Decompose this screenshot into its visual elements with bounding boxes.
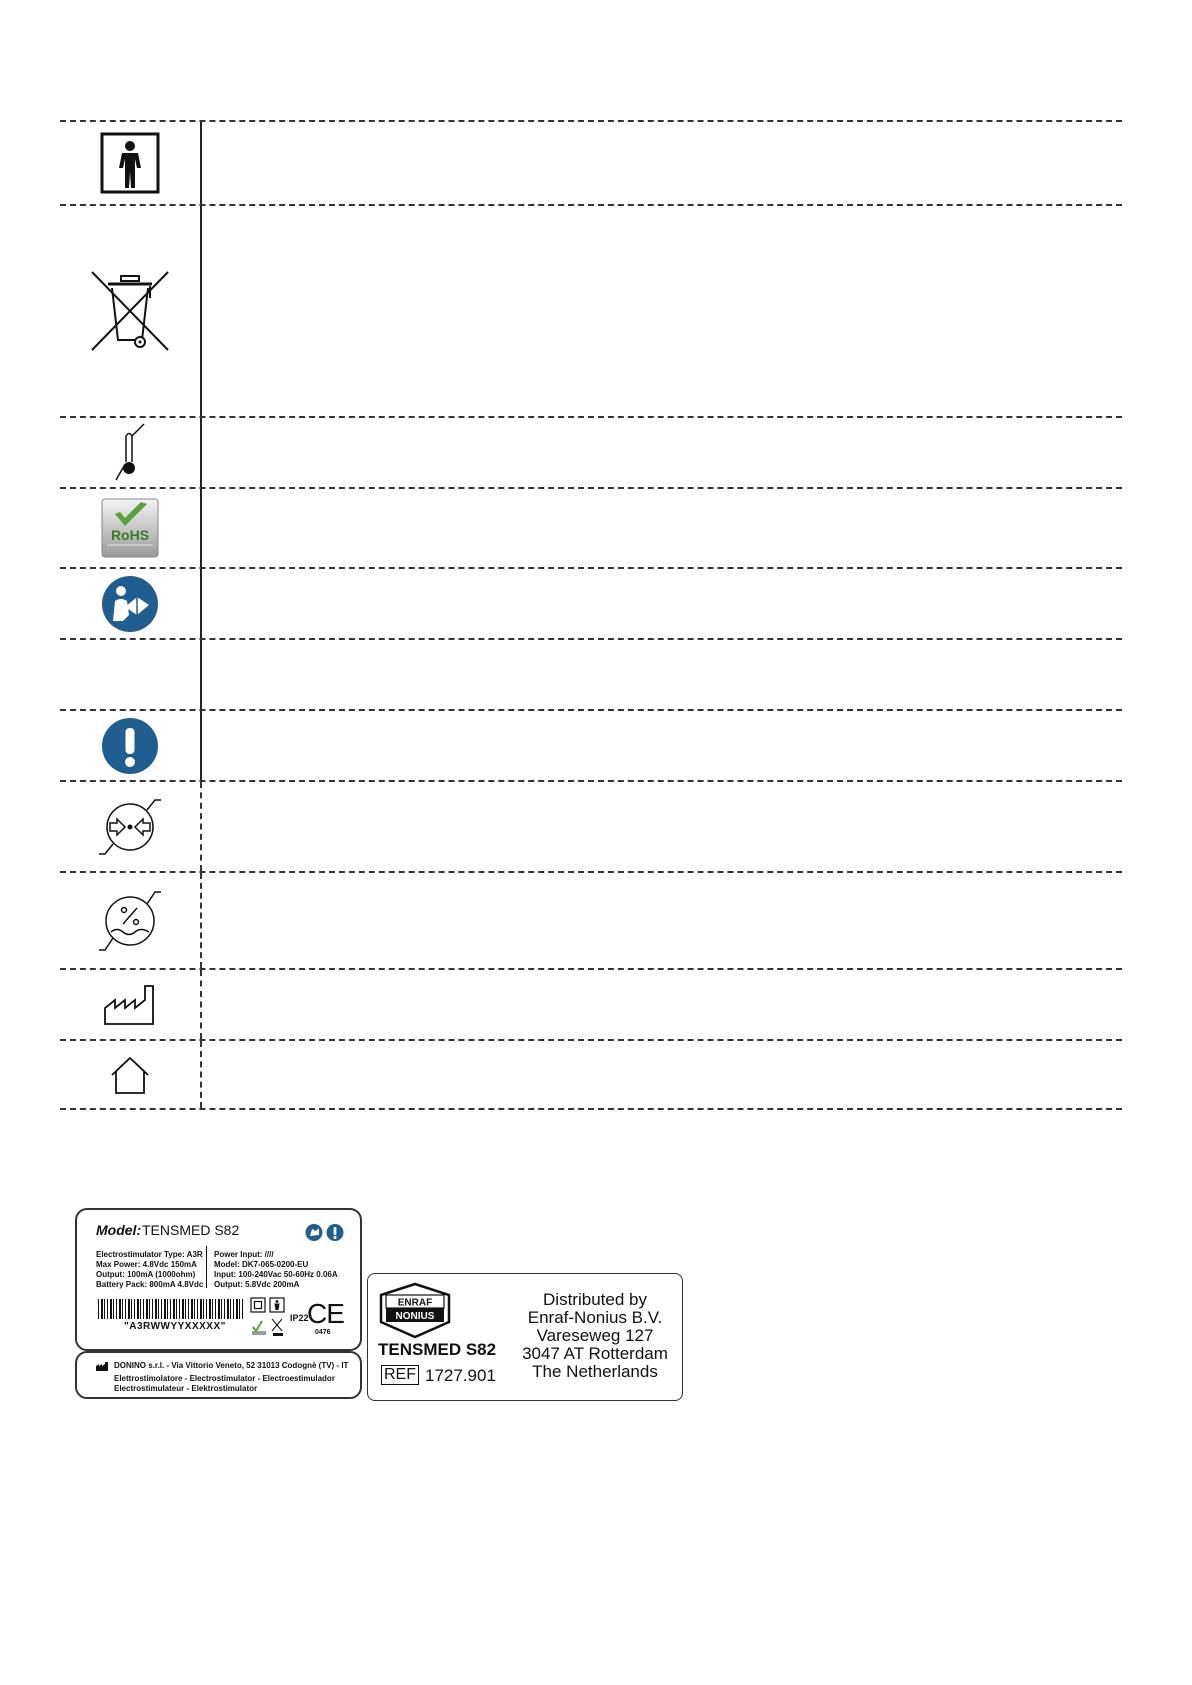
spec-list-left: Electrostimulator Type: A3R Max Power: 4.8Vdc 150mA Output: 100mA (1000ohm) Battery Pack: 800mA 4.8Vdc [96, 1250, 204, 1289]
pressure-limit-icon [97, 794, 163, 860]
translations-line2: Electrostimulateur - Elektrostimulator [114, 1384, 258, 1393]
weee-crossed-bin-icon [88, 268, 172, 354]
distributor-block: Distributed by Enraf-Nonius B.V. Vareseweg 127 3047 AT Rotterdam The Netherlands [522, 1290, 668, 1381]
symbol-row-temperature [60, 416, 1122, 487]
translations-line1: Elettrostimolatore - Electrostimulator - Electroestimulador [114, 1374, 335, 1383]
ref-box: REF [381, 1365, 419, 1385]
svg-text:RoHS: RoHS [110, 527, 150, 543]
svg-text:NONIUS: NONIUS [395, 1311, 435, 1322]
rohs-icon [101, 498, 159, 558]
read-instructions-icon [101, 575, 159, 633]
symbol-row-bf [60, 120, 1122, 204]
svg-text:ENRAF: ENRAF [397, 1297, 433, 1309]
symbol-row-empty [60, 638, 1122, 709]
manufacturer-icon [103, 984, 157, 1026]
product-name: TENSMED S82 [378, 1340, 497, 1359]
symbol-row-manufacturer [60, 968, 1122, 1039]
label-mini-signs [305, 1223, 345, 1242]
model-name: TENSMED S82 [142, 1222, 240, 1238]
barcode-text: "A3RWWYYXXXXX" [124, 1321, 226, 1332]
symbol-row-rohs [60, 487, 1122, 567]
temperature-limit-icon [110, 422, 150, 484]
humidity-limit-icon [97, 886, 163, 956]
symbol-row-humidity [60, 871, 1122, 968]
symbol-table [60, 120, 1122, 1110]
symbol-row-home [60, 1039, 1122, 1110]
manufacturer-icon [96, 1362, 109, 1371]
symbol-row-weee [60, 204, 1122, 416]
model-prefix: Model: [96, 1222, 142, 1238]
ip-rating: IP22 [290, 1313, 309, 1323]
symbol-row-pressure [60, 780, 1122, 871]
barcode [98, 1299, 244, 1319]
label-symbol-group [250, 1297, 292, 1337]
weee-crossed-bin-icon [272, 1319, 282, 1331]
type-bf-applied-part-icon [100, 132, 160, 194]
ref-number: 1727.901 [425, 1366, 496, 1385]
ce-mark: CE [307, 1298, 344, 1329]
double-insulation-icon [251, 1298, 265, 1312]
symbol-row-instructions [60, 567, 1122, 638]
general-warning-icon [101, 717, 159, 775]
home-use-icon [108, 1055, 152, 1095]
spec-list-right: Power Input: //// Model: DK7-065-0200-EU Input: 100-240Vac 50-60Hz 0.06A Output: 5.8Vdc 200mA [214, 1250, 338, 1289]
rohs-icon [253, 1321, 262, 1331]
symbol-row-warning [60, 709, 1122, 780]
manufacturer-address: DONINO s.r.l. - Via Vittorio Veneto, 52 31013 Codognè (TV) - IT [114, 1361, 349, 1370]
enraf-nonius-logo [377, 1281, 453, 1339]
spec-divider [206, 1246, 207, 1288]
notified-body-number: 0476 [315, 1329, 331, 1336]
